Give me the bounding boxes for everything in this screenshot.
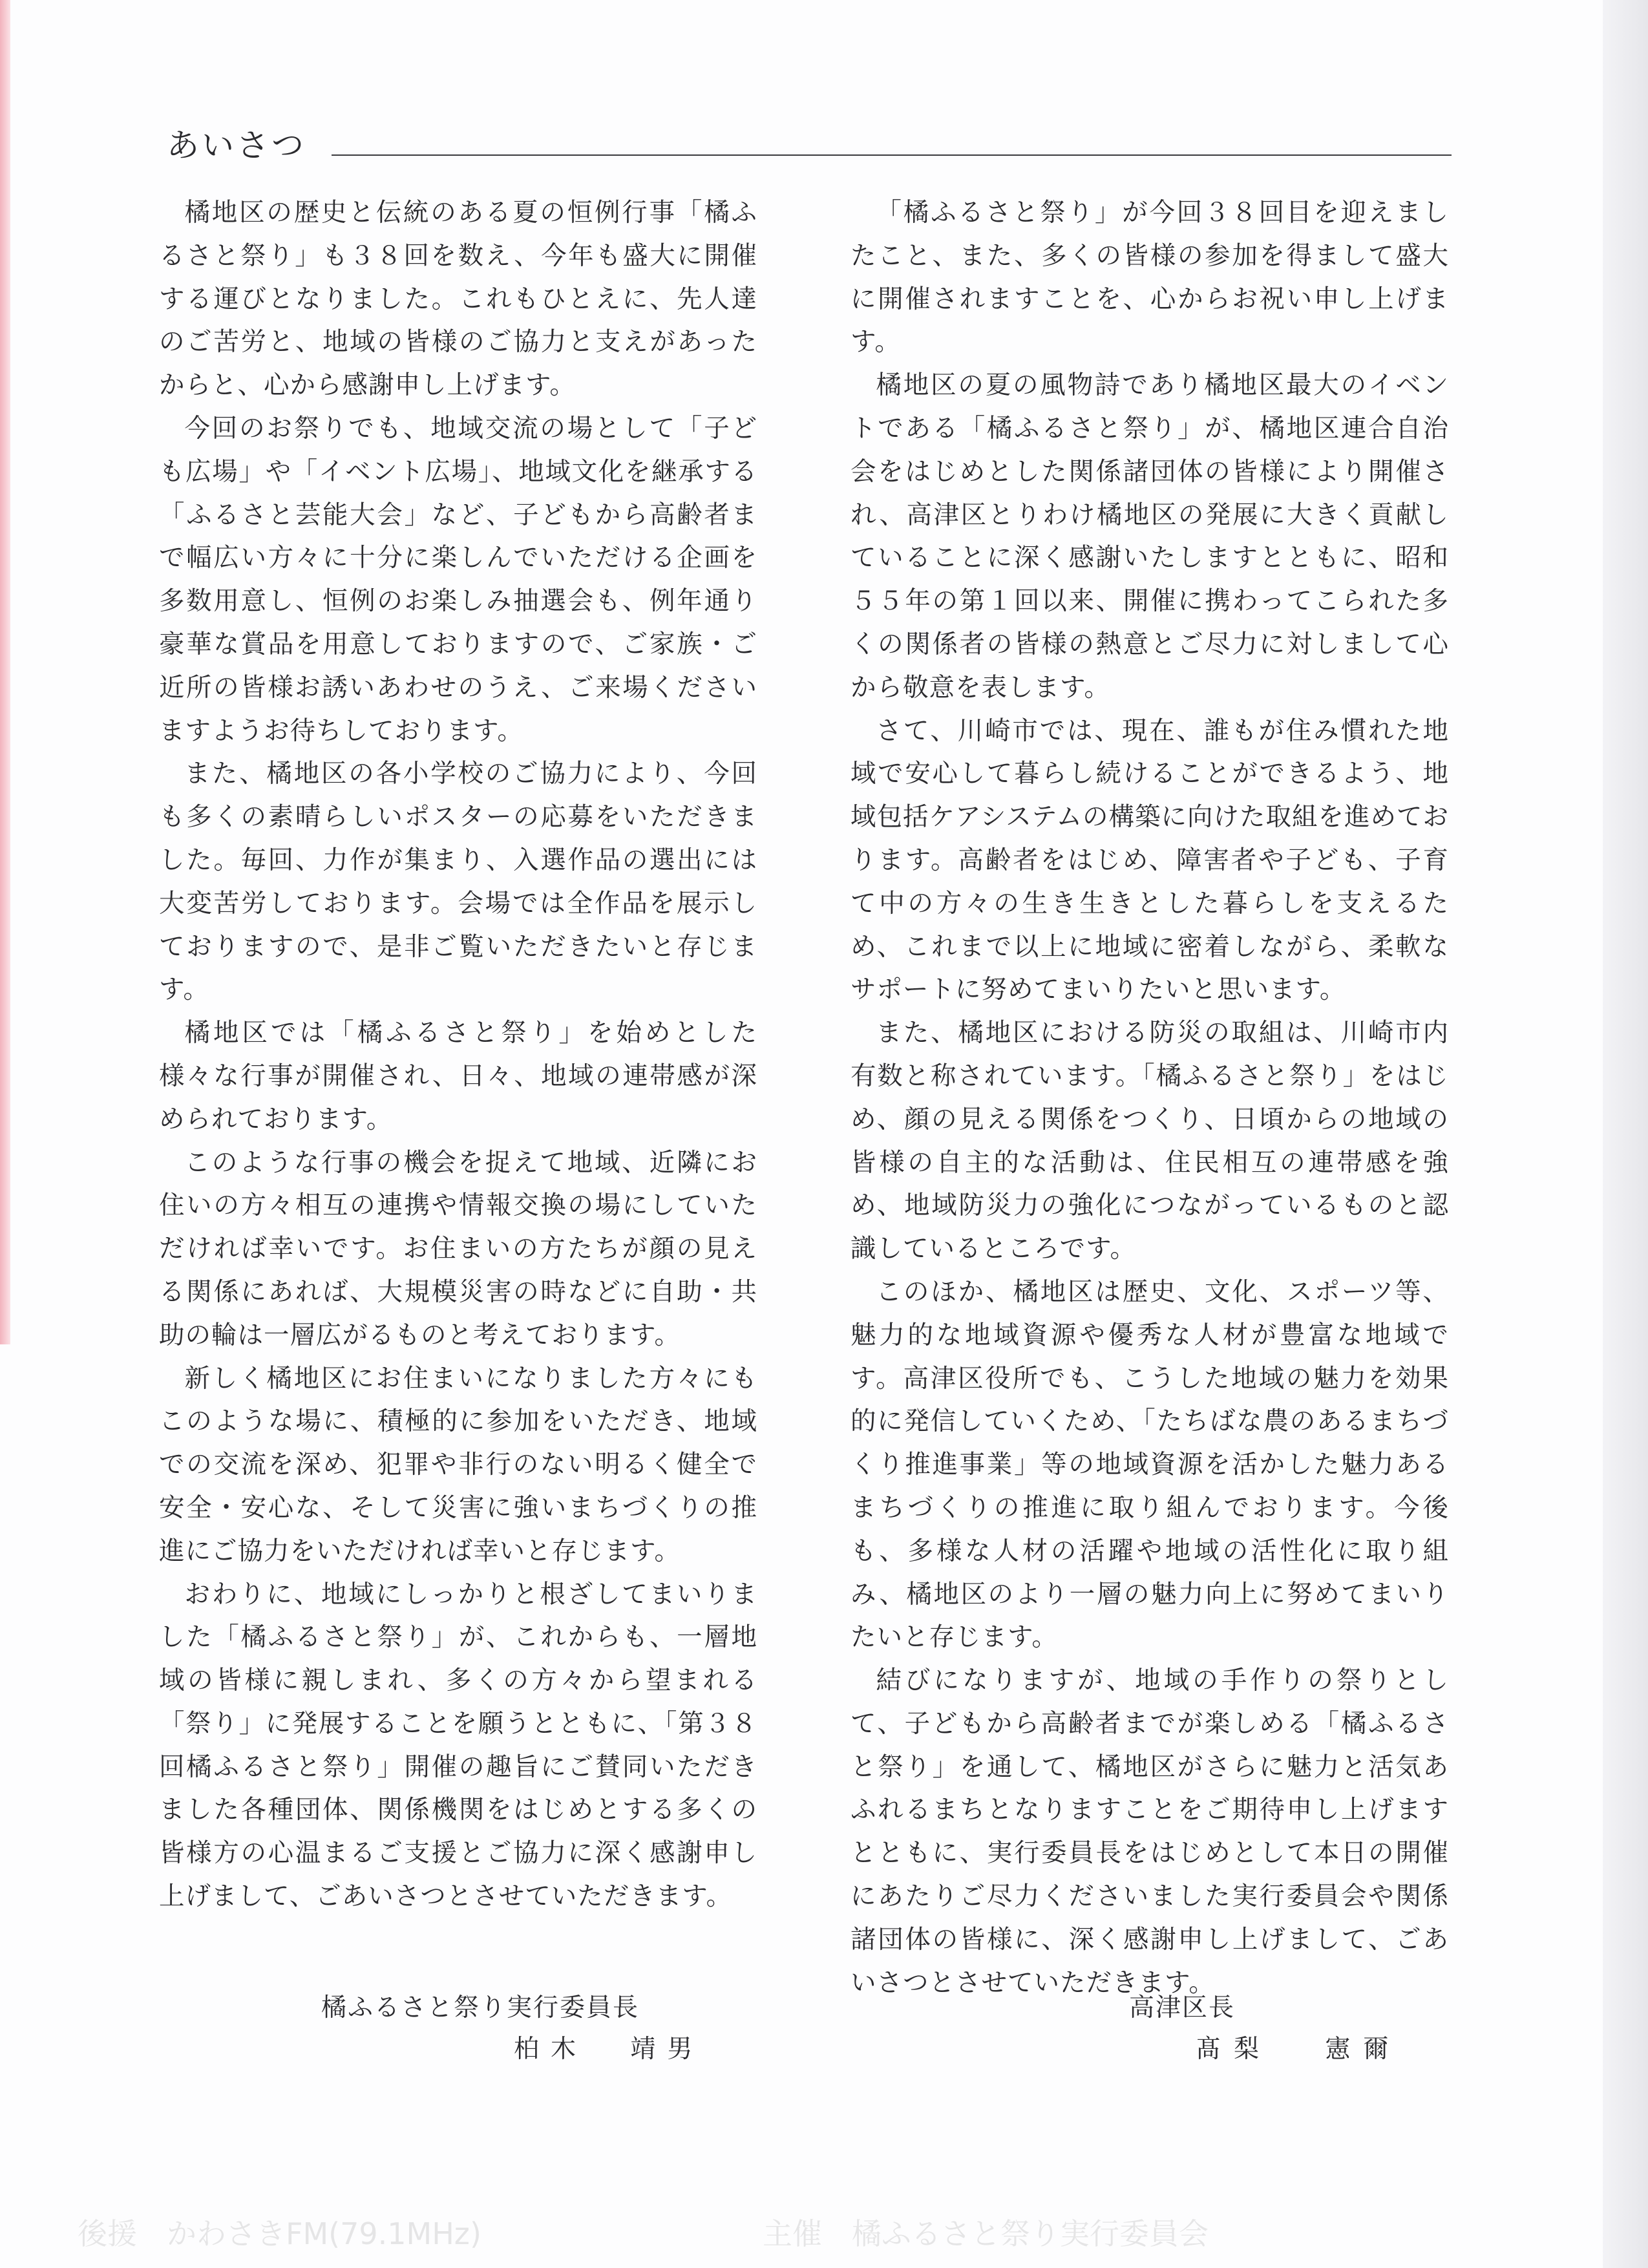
paragraph: 「橘ふるさと祭り」が今回３８回目を迎えましたこと、また、多くの皆様の参加を得まして盛大に開催されますことを、心からお祝い申し上げます。 [850,198,1449,357]
heading-title: あいさつ [167,127,306,164]
left-signature-name: 柏木 靖男 [514,2035,704,2064]
page-edge-accent [0,0,10,1344]
footer-bleed-right: 後援 かわさきFM(79.1MHz) [78,2216,481,2251]
paragraph: 結びになりますが、地域の手作りの祭りとして、子どもから高齢者までが楽しめる「橘ふるさと祭り」を通して、橘地区がさらに魅力と活気あふれるまちとなりますことをご期待申し上げますとともに、実行委員長をはじめとして本日の開催にあたりご尽力くださいました実行委員会や関係諸団体の皆様に、深く感謝申し上げまして、ごあいさつとさせていただきます。 [850,1666,1449,1998]
paragraph: 新しく橘地区にお住まいになりました方々にもこのような場に、積極的に参加をいただき、地域での交流を深め、犯罪や非行のない明るく健全で安全・安心な、そして災害に強いまちづくりの推進にご協力をいただければ幸いと存じます。 [159,1363,757,1566]
right-signature-title: 高津区長 [1129,1993,1236,2022]
paragraph: 今回のお祭りでも、地域交流の場として「子ども広場」や「イベント広場」、地域文化を継承する「ふるさと芸能大会」など、子どもから高齢者まで幅広い方々に十分に楽しんでいただける企画を多数用意し、恒例のお楽しみ抽選会も、例年通り豪華な賞品を用意しておりますので、ご家族・ご近所の皆様お誘いあわせのうえ、ご来場くださいますようお待ちしております。 [159,413,757,746]
right-signature-name: 髙梨 憲爾 [1196,2035,1402,2064]
heading-rule [332,154,1452,156]
footer-bleed-left: 主催 橘ふるさと祭り実行委員会 [763,2216,1209,2251]
greeting-left-column [159,191,757,1918]
page-edge-shadow [1603,0,1648,2268]
section-heading [167,123,1452,175]
paragraph: また、橘地区の各小学校のご協力により、今回も多くの素晴らしいポスターの応募をいただきました。毎回、力作が集まり、入選作品の選出には大変苦労しております。会場では全作品を展示しておりますので、是非ご覧いただきたいと存じます。 [159,759,757,1005]
paragraph: このような行事の機会を捉えて地域、近隣にお住いの方々相互の連携や情報交換の場にしていただければ幸いです。お住まいの方たちが顔の見える関係にあれば、大規模災害の時などに自助・共助の輪は一層広がるものと考えております。 [159,1147,757,1350]
left-signature-title: 橘ふるさと祭り実行委員長 [321,1993,640,2022]
paragraph: 橘地区の夏の風物詩であり橘地区最大のイベントである「橘ふるさと祭り」が、橘地区連合自治会をはじめとした関係諸団体の皆様により開催され、高津区とりわけ橘地区の発展に大きく貢献していることに深く感謝いたしますとともに、昭和５５年の第１回以来、開催に携わってこられた多くの関係者の皆様の熱意とご尽力に対しまして心から敬意を表します。 [850,370,1449,703]
paragraph: おわりに、地域にしっかりと根ざしてまいりました「橘ふるさと祭り」が、これからも、一層地域の皆様に親しまれ、多くの方々から望まれる「祭り」に発展することを願うとともに、「第３８回橘ふるさと祭り」開催の趣旨にご賛同いただきました各種団体、関係機関をはじめとする多くの皆様方の心温まるご支援とご協力に深く感謝申し上げまして、ごあいさつとさせていただきます。 [159,1579,757,1912]
paragraph: 橘地区の歴史と伝統のある夏の恒例行事「橘ふるさと祭り」も３８回を数え、今年も盛大に開催する運びとなりました。これもひとえに、先人達のご苦労と、地域の皆様のご協力と支えがあったからと、心から感謝申し上げます。 [159,198,757,401]
footer-bleed-through [0,2210,1603,2249]
paragraph: 橘地区では「橘ふるさと祭り」を始めとした様々な行事が開催され、日々、地域の連帯感が深められております。 [159,1018,757,1134]
paragraph: また、橘地区における防災の取組は、川崎市内有数と称されています。「橘ふるさと祭り」をはじめ、顔の見える関係をつくり、日頃からの地域の皆様の自主的な活動は、住民相互の連帯感を強め、地域防災力の強化につながっているものと認識しているところです。 [850,1018,1449,1264]
paragraph: さて、川崎市では、現在、誰もが住み慣れた地域で安心して暮らし続けることができるよう、地域包括ケアシステムの構築に向けた取組を進めております。高齢者をはじめ、障害者や子ども、子育て中の方々の生き生きとした暮らしを支えるため、これまで以上に地域に密着しながら、柔軟なサポートに努めてまいりたいと思います。 [850,715,1450,1005]
paragraph: このほか、橘地区は歴史、文化、スポーツ等、魅力的な地域資源や優秀な人材が豊富な地域です。高津区役所でも、こうした地域の魅力を効果的に発信していくため、「たちばな農のあるまちづくり推進事業」等の地域資源を活かした魅力あるまちづくりの推進に取り組んでおります。今後も、多様な人材の活躍や地域の活性化に取り組み、橘地区のより一層の魅力向上に努めてまいりたいと存じます。 [850,1277,1450,1653]
greeting-right-column [850,191,1449,2004]
